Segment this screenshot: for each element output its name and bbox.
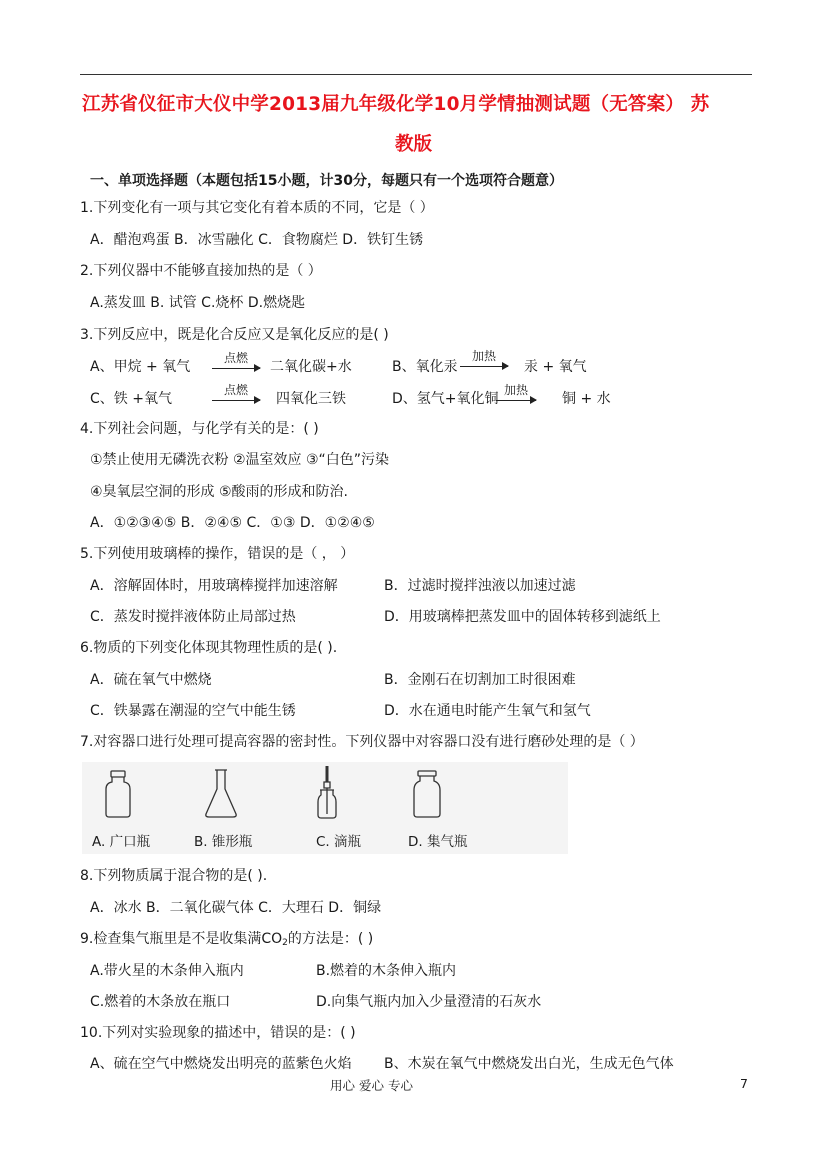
q3-option-d-reactants: D、氢气+氧化铜 — [392, 391, 499, 407]
question-5-option-c: C．蒸发时搅拌液体防止局部过热 — [90, 609, 296, 625]
reaction-condition-a: 点燃 — [223, 351, 248, 365]
question-2-stem: 2.下列仪器中不能够直接加热的是（ ） — [80, 263, 322, 279]
question-10-option-b: B、木炭在氧气中燃烧发出白光，生成无色气体 — [384, 1056, 674, 1072]
question-5-option-b: B．过滤时搅拌浊液以加速过滤 — [384, 578, 576, 594]
question-9-option-a: A.带火星的木条伸入瓶内 — [90, 963, 244, 979]
question-1-options: A．醋泡鸡蛋 B．冰雪融化 C．食物腐烂 D．铁钉生锈 — [90, 232, 424, 248]
reaction-arrow-a — [212, 351, 260, 375]
question-5-stem: 5.下列使用玻璃棒的操作，错误的是（ ， ） — [80, 546, 355, 562]
q3-option-c-reactants: C、铁 +氧气 — [90, 391, 172, 407]
question-6-option-b: B．金刚石在切割加工时很困难 — [384, 672, 576, 688]
q3-option-b-reactants: B、氧化汞 — [392, 359, 458, 375]
gas-collecting-bottle-icon — [414, 771, 440, 817]
dropper-bottle-icon — [318, 766, 336, 818]
reaction-arrow-c — [212, 383, 260, 407]
q3-option-a-reactants: A、甲烷 + 氧气 — [90, 359, 191, 375]
question-9-subscript: 2 — [282, 938, 288, 948]
question-6-option-c: C．铁暴露在潮湿的空气中能生锈 — [90, 703, 296, 719]
glassware-label-a: A. 广口瓶 — [92, 834, 151, 850]
q3-option-b-products: 汞 + 氧气 — [524, 359, 587, 375]
question-3-stem: 3.下列反应中，既是化合反应又是氧化反应的是( ) — [80, 327, 389, 343]
question-10-option-a: A、硫在空气中燃烧发出明亮的蓝紫色火焰 — [90, 1056, 352, 1072]
question-9-option-b: B.燃着的木条伸入瓶内 — [316, 963, 457, 979]
reaction-condition-c: 点燃 — [223, 383, 248, 397]
section-heading: 一、单项选择题（本题包括15小题，计30分，每题只有一个选项符合题意） — [90, 173, 563, 189]
question-8-options: A．冰水 B．二氧化碳气体 C．大理石 D．铜绿 — [90, 900, 382, 916]
question-9-stem-tail: 的方法是：( ) — [287, 931, 374, 947]
glassware-label-b: B. 锥形瓶 — [194, 834, 253, 850]
q3-option-c-products: 四氧化三铁 — [276, 391, 346, 407]
question-5-option-d: D．用玻璃棒把蒸发皿中的固体转移到滤纸上 — [384, 609, 661, 625]
glassware-label-d: D. 集气瓶 — [408, 834, 468, 850]
document-title-line2: 教版 — [394, 134, 432, 155]
question-9-stem — [80, 930, 373, 952]
page-footer: 用心 爱心 专心 — [330, 1078, 413, 1093]
question-8-stem: 8.下列物质属于混合物的是( ). — [80, 868, 268, 884]
question-6-stem: 6.物质的下列变化体现其物理性质的是( ). — [80, 640, 338, 656]
q3-option-d-products: 铜 + 水 — [562, 391, 611, 407]
question-4-items-1: ①禁止使用无磷洗衣粉 ②温室效应 ③“白色”污染 — [90, 452, 390, 468]
question-6-option-d: D．水在通电时能产生氧气和氢气 — [384, 703, 591, 719]
wide-mouth-bottle-icon — [106, 771, 130, 817]
header-rule — [80, 74, 752, 75]
question-6-option-a: A．硫在氧气中燃烧 — [90, 672, 212, 688]
reaction-condition-d: 加热 — [503, 383, 528, 397]
question-7-stem: 7.对容器口进行处理可提高容器的密封性。下列仪器中对容器口没有进行磨砂处理的是（ ） — [80, 734, 644, 750]
question-2-options: A.蒸发皿 B. 试管 C.烧杯 D.燃烧匙 — [90, 295, 306, 311]
question-5-option-a: A．溶解固体时，用玻璃棒搅拌加速溶解 — [90, 578, 338, 594]
question-4-options: A．①②③④⑤ B．②④⑤ C．①③ D．①②④⑤ — [90, 515, 375, 531]
question-1-stem: 1.下列变化有一项与其它变化有着本质的不同，它是（ ） — [80, 200, 434, 216]
glassware-figure — [82, 762, 568, 854]
reaction-condition-b: 加热 — [471, 349, 496, 363]
conical-flask-icon — [206, 770, 236, 817]
q3-option-a-products: 二氧化碳+水 — [270, 359, 352, 375]
glassware-label-c: C. 滴瓶 — [316, 834, 362, 850]
question-4-stem: 4.下列社会问题，与化学有关的是：( ) — [80, 421, 319, 437]
question-9-option-c: C.燃着的木条放在瓶口 — [90, 994, 231, 1010]
question-10-stem: 10.下列对实验现象的描述中，错误的是：( ) — [80, 1025, 356, 1041]
question-4-items-2: ④臭氧层空洞的形成 ⑤酸雨的形成和防治. — [90, 484, 349, 500]
page-number: 7 — [740, 1076, 748, 1091]
reaction-arrow-b — [460, 349, 508, 373]
reaction-arrow-d — [496, 383, 536, 407]
question-9-option-d: D.向集气瓶内加入少量澄清的石灰水 — [316, 994, 542, 1010]
document-title-line1: 江苏省仪征市大仪中学2013届九年级化学10月学情抽测试题（无答案） 苏 — [82, 94, 710, 115]
question-9-stem-text: 9.检查集气瓶里是不是收集满CO — [80, 931, 283, 947]
